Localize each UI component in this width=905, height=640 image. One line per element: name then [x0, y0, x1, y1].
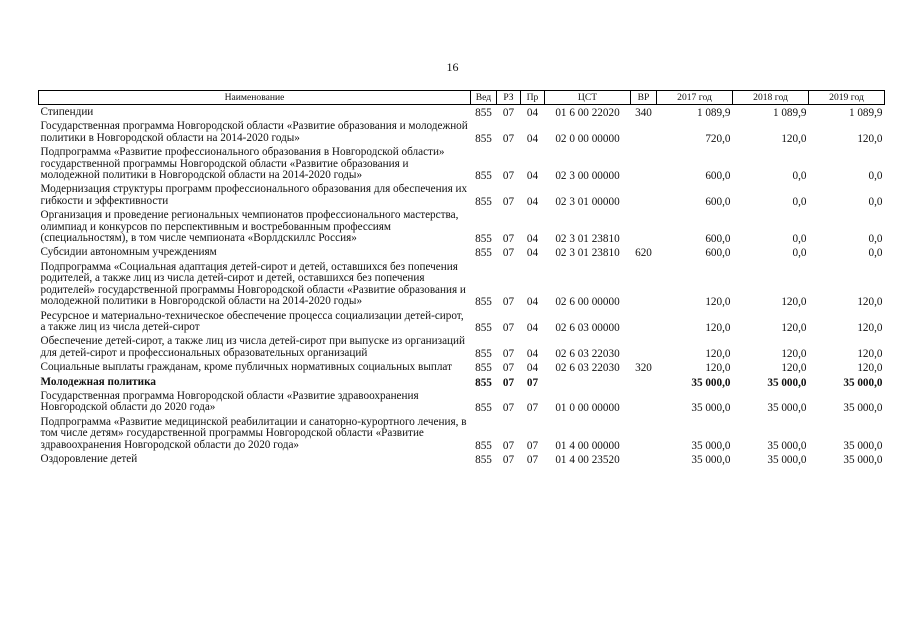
header-ved: Вед — [471, 91, 497, 105]
row-cst: 02 6 03 22030 — [555, 362, 620, 375]
row-rz: 07 — [502, 170, 515, 183]
row-cst: 01 4 00 23520 — [555, 453, 620, 466]
row-name: Оздоровление детей — [40, 452, 138, 465]
row-pr: 07 — [526, 439, 539, 452]
row-2017: 1 089,9 — [696, 107, 731, 119]
row-2018: 0,0 — [792, 170, 807, 183]
row-pr: 04 — [526, 347, 539, 360]
row-2019: 0,0 — [868, 170, 883, 183]
row-cst: 02 6 03 22030 — [555, 347, 620, 360]
row-rz: 07 — [502, 107, 515, 119]
row-2019: 35 000,0 — [843, 453, 883, 466]
row-vr — [631, 119, 657, 145]
row-name: Подпрограмма «Развитие профессионального образования в Новгородской области» государственной программы Новгородской области «Развитие образования и молодежной политики в Новгородской области на 2014-2020 годы» — [40, 146, 445, 182]
row-2019: 35 000,0 — [843, 376, 883, 389]
row-2019: 1 089,9 — [848, 107, 883, 119]
row-ved: 855 — [475, 107, 492, 119]
row-2017: 35 000,0 — [691, 453, 731, 466]
row-name: Ресурсное и материально-техническое обеспечение процесса социализации детей-сирот, а также лиц из числа детей-сирот — [40, 309, 464, 333]
row-pr: 04 — [526, 247, 539, 260]
row-2019: 120,0 — [857, 362, 883, 375]
row-2017: 120,0 — [705, 347, 731, 360]
row-name: Организация и проведение региональных чемпионатов профессионального мастерства, олимпиад и конкурсов по перспективным и востребованным профессиям (специальностям), в том числе чемпионата «Ворлдскиллс Россия» — [40, 209, 459, 245]
row-2017: 120,0 — [705, 321, 731, 334]
row-ved: 855 — [475, 453, 492, 466]
row-2018: 120,0 — [781, 132, 807, 145]
row-rz: 07 — [502, 347, 515, 360]
row-2018: 120,0 — [781, 362, 807, 375]
row-cst: 02 3 01 00000 — [555, 195, 620, 208]
row-2017: 600,0 — [705, 233, 731, 246]
row-2019: 120,0 — [857, 321, 883, 334]
row-vr: 340 — [635, 107, 652, 119]
table-row — [39, 389, 885, 415]
row-cst: 01 0 00 00000 — [555, 402, 620, 415]
row-ved: 855 — [475, 247, 492, 260]
row-pr: 04 — [526, 296, 539, 309]
row-2019: 120,0 — [857, 347, 883, 360]
row-name: Субсидии автономным учреждениям — [40, 246, 217, 259]
row-name: Государственная программа Новгородской области «Развитие здравоохранения Новгородской области до 2020 года» — [40, 389, 419, 414]
row-name: Подпрограмма «Социальная адаптация детей-сирот и детей, оставшихся без попечения родителей, а также лиц из числа детей-сирот и детей, оставшихся без попечения родителей» государственной программы Новгородской области «Развитие образования и молодежной политики в Новгородской области на 2014-2020 годы» — [40, 260, 466, 308]
row-pr: 07 — [526, 402, 539, 415]
row-2018: 120,0 — [781, 296, 807, 309]
row-2017: 120,0 — [705, 362, 731, 375]
table-body — [39, 105, 885, 467]
header-rz: РЗ — [497, 91, 521, 105]
row-vr — [631, 182, 657, 208]
row-rz: 07 — [502, 296, 515, 309]
row-pr: 04 — [526, 132, 539, 145]
table-header-row — [39, 91, 885, 105]
row-ved: 855 — [475, 170, 492, 183]
row-name: Государственная программа Новгородской области «Развитие образования и молодежной политики в Новгородской области на 2014-2020 годы» — [40, 120, 468, 144]
row-ved: 855 — [475, 132, 492, 145]
row-2018: 120,0 — [781, 347, 807, 360]
row-cst: 02 0 00 00000 — [555, 132, 620, 145]
row-ved: 855 — [475, 362, 492, 375]
row-name: Социальные выплаты гражданам, кроме публичных нормативных социальных выплат — [40, 361, 452, 374]
row-vr: 620 — [635, 247, 652, 260]
row-2019: 0,0 — [868, 233, 883, 246]
row-ved: 855 — [475, 402, 492, 415]
table-row — [39, 452, 885, 466]
row-2018: 1 089,9 — [772, 107, 807, 119]
row-name: Модернизация структуры программ профессионального образования для обеспечения их гибкости и эффективности — [40, 183, 468, 207]
row-ved: 855 — [475, 195, 492, 208]
table-row — [39, 119, 885, 145]
table-row — [39, 334, 885, 360]
row-cst: 01 4 00 00000 — [555, 439, 620, 452]
row-rz: 07 — [502, 247, 515, 260]
row-cst: 02 3 01 23810 — [555, 247, 620, 260]
row-vr — [631, 260, 657, 309]
row-2018: 0,0 — [792, 247, 807, 260]
row-name: Подпрограмма «Развитие медицинской реабилитации и санаторно-курортного лечения, в том числе детям» государственной программы Новгородской области «Развитие здравоохранения Новгородской области до 2020 года» — [40, 415, 467, 451]
row-rz: 07 — [502, 132, 515, 145]
row-cst: 01 6 00 22020 — [555, 107, 620, 119]
row-vr — [631, 309, 657, 335]
row-vr — [631, 452, 657, 466]
row-2017: 120,0 — [705, 296, 731, 309]
row-vr — [631, 389, 657, 415]
row-2017: 720,0 — [705, 132, 731, 145]
row-ved: 855 — [475, 296, 492, 309]
row-ved: 855 — [475, 321, 492, 334]
table-row — [39, 260, 885, 309]
row-rz: 07 — [502, 453, 515, 466]
row-pr: 04 — [526, 362, 539, 375]
row-ved: 855 — [475, 376, 492, 389]
row-2019: 120,0 — [857, 132, 883, 145]
header-2017: 2017 год — [657, 91, 733, 105]
header-pr: Пр — [521, 91, 545, 105]
row-2018: 35 000,0 — [767, 439, 807, 452]
header-2018: 2018 год — [733, 91, 809, 105]
row-2018: 0,0 — [792, 233, 807, 246]
table-row — [39, 105, 885, 120]
row-rz: 07 — [502, 362, 515, 375]
row-vr — [631, 145, 657, 182]
row-rz: 07 — [502, 402, 515, 415]
table-row — [39, 182, 885, 208]
header-name: Наименование — [39, 91, 471, 105]
budget-table — [38, 90, 885, 466]
row-vr — [631, 375, 657, 389]
row-name: Молодежная политика — [40, 375, 156, 388]
row-pr: 07 — [526, 376, 539, 389]
row-2017: 600,0 — [705, 247, 731, 260]
table-row — [39, 208, 885, 245]
row-ved: 855 — [475, 347, 492, 360]
header-cst: ЦСТ — [545, 91, 631, 105]
row-2019: 35 000,0 — [843, 439, 883, 452]
row-2018: 35 000,0 — [767, 453, 807, 466]
row-cst: 02 3 00 00000 — [555, 170, 620, 183]
table-row — [39, 245, 885, 259]
row-2019: 120,0 — [857, 296, 883, 309]
row-pr: 04 — [526, 321, 539, 334]
row-2018: 35 000,0 — [767, 376, 807, 389]
row-cst: 02 3 01 23810 — [555, 233, 620, 246]
row-2018: 35 000,0 — [767, 402, 807, 415]
row-pr: 04 — [526, 107, 539, 119]
row-cst — [545, 375, 631, 389]
row-name: Обеспечение детей-сирот, а также лиц из числа детей-сирот при выпуске из организаций для детей-сирот и профессиональных образовательных организаций — [40, 335, 466, 359]
row-pr: 07 — [526, 453, 539, 466]
row-rz: 07 — [502, 376, 515, 389]
row-2019: 0,0 — [868, 247, 883, 260]
table-row — [39, 375, 885, 389]
row-cst: 02 6 03 00000 — [555, 321, 620, 334]
row-rz: 07 — [502, 233, 515, 246]
row-vr — [631, 208, 657, 245]
header-vr: ВР — [631, 91, 657, 105]
row-pr: 04 — [526, 170, 539, 183]
row-2017: 600,0 — [705, 195, 731, 208]
row-2017: 35 000,0 — [691, 439, 731, 452]
row-2019: 35 000,0 — [843, 402, 883, 415]
row-2017: 600,0 — [705, 170, 731, 183]
row-2018: 120,0 — [781, 321, 807, 334]
table-row — [39, 309, 885, 335]
row-2019: 0,0 — [868, 195, 883, 208]
header-2019: 2019 год — [809, 91, 885, 105]
table-row — [39, 415, 885, 452]
row-vr — [631, 415, 657, 452]
table-row — [39, 145, 885, 182]
row-pr: 04 — [526, 233, 539, 246]
row-vr — [631, 334, 657, 360]
table-row — [39, 360, 885, 374]
row-2017: 35 000,0 — [691, 402, 731, 415]
row-rz: 07 — [502, 439, 515, 452]
row-rz: 07 — [502, 321, 515, 334]
row-pr: 04 — [526, 195, 539, 208]
row-ved: 855 — [475, 439, 492, 452]
row-name: Стипендии — [40, 106, 94, 118]
page-number: 16 — [446, 60, 459, 74]
row-2017: 35 000,0 — [691, 376, 731, 389]
row-rz: 07 — [502, 195, 515, 208]
row-cst: 02 6 00 00000 — [555, 296, 620, 309]
row-ved: 855 — [475, 233, 492, 246]
row-2018: 0,0 — [792, 195, 807, 208]
row-vr: 320 — [635, 362, 652, 375]
